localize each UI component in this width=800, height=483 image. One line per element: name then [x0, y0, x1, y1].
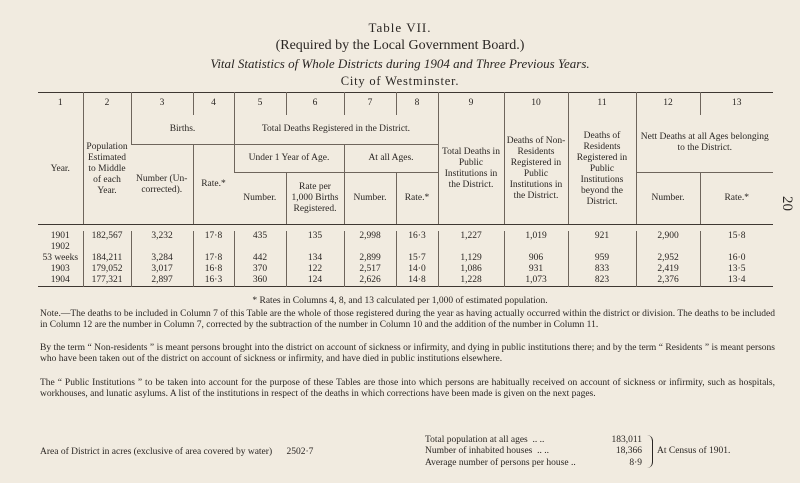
cell-non-residents: 931	[504, 264, 568, 275]
census-row	[425, 446, 642, 457]
header-nett-number: Number.	[636, 173, 700, 225]
cell-nett-rate: 13·4	[700, 275, 773, 287]
header-all-ages-rate: Rate.*	[396, 173, 438, 225]
cell-all-ages: 2,626	[344, 275, 396, 287]
col-number: 13	[700, 93, 773, 115]
table-number: Table VII.	[368, 20, 432, 35]
col-number: 8	[396, 93, 438, 115]
header-births: Births.	[131, 115, 234, 145]
header-population: Population Estimated to Middle of each Year.	[83, 115, 131, 225]
col-number: 2	[83, 93, 131, 115]
table-row	[38, 275, 773, 287]
cell-nett-number: 2,376	[636, 275, 700, 287]
census-summary	[425, 435, 731, 469]
header-all-ages-number: Number.	[344, 173, 396, 225]
cell-all-ages: 2,517	[344, 264, 396, 275]
area-of-district	[40, 447, 313, 457]
cell-under-1-rate: 124	[286, 275, 344, 287]
cell-population	[83, 242, 131, 253]
district-name: City of Westminster.	[340, 74, 460, 88]
cell-public-institutions: 1,227	[438, 231, 504, 242]
census-label: Number of inhabited houses	[425, 446, 533, 457]
cell-nett-number: 2,900	[636, 231, 700, 242]
cell-under-1-rate: 134	[286, 253, 344, 264]
header-all-ages: At all Ages.	[344, 145, 438, 173]
cell-all-ages: 2,899	[344, 253, 396, 264]
cell-all-ages-rate: 15·7	[396, 253, 438, 264]
header-nett-deaths: Nett Deaths at all Ages belonging to the District.	[636, 115, 773, 173]
cell-year: 1901	[50, 231, 70, 241]
cell-under-1-rate	[286, 242, 344, 253]
cell-births-rate: 17·8	[193, 231, 234, 242]
table-row	[38, 231, 773, 242]
header-under-1-rate: Rate per 1,000 Births Registered.	[286, 173, 344, 225]
cell-year: 1904	[50, 275, 70, 285]
cell-residents: 959	[568, 253, 636, 264]
cell-nett-rate	[700, 242, 773, 253]
cell-population: 182,567	[83, 231, 131, 242]
table-row	[38, 242, 773, 253]
cell-under-1: 442	[234, 253, 286, 264]
col-number: 5	[234, 93, 286, 115]
cell-under-1-rate: 135	[286, 231, 344, 242]
cell-births-rate: 16·3	[193, 275, 234, 287]
cell-births: 2,897	[131, 275, 193, 287]
cell-nett-number: 2,419	[636, 264, 700, 275]
cell-public-institutions	[438, 242, 504, 253]
header-births-number: Number (Un-corrected).	[131, 145, 193, 225]
cell-births: 3,232	[131, 231, 193, 242]
area-value: 2502·7	[286, 447, 314, 457]
cell-under-1: 370	[234, 264, 286, 275]
cell-residents: 823	[568, 275, 636, 287]
col-number: 10	[504, 93, 568, 115]
cell-nett-number	[636, 242, 700, 253]
cell-all-ages-rate	[396, 242, 438, 253]
area-label: Area of District in acres (exclusive of area covered by water)	[40, 447, 273, 457]
header-public-institutions: Total Deaths in Public Institutions in the District.	[438, 115, 504, 225]
col-number: 1	[57, 98, 63, 109]
cell-all-ages-rate: 14·0	[396, 264, 438, 275]
cell-public-institutions: 1,086	[438, 264, 504, 275]
header-births-rate: Rate.*	[193, 145, 234, 225]
cell-nett-rate: 13·5	[700, 264, 773, 275]
census-label: Total population at all ages	[425, 435, 528, 445]
cell-year: 1903	[50, 264, 70, 274]
cell-under-1: 435	[234, 231, 286, 242]
header-under-1-year: Under 1 Year of Age.	[234, 145, 344, 173]
cell-public-institutions: 1,228	[438, 275, 504, 287]
table-row	[38, 264, 773, 275]
census-value: 183,011	[611, 435, 642, 445]
cell-under-1: 360	[234, 275, 286, 287]
census-value: 18,366	[615, 446, 642, 457]
table-subtitle: Vital Statistics of Whole Districts during 1904 and Three Previous Years.	[210, 56, 590, 71]
header-nett-rate: Rate.*	[700, 173, 773, 225]
census-year-note: At Census of 1901.	[657, 446, 731, 456]
cell-nett-rate: 15·8	[700, 231, 773, 242]
cell-nett-number: 2,952	[636, 253, 700, 264]
col-number: 7	[344, 93, 396, 115]
col-number: 9	[438, 93, 504, 115]
leader-dots: ..	[570, 457, 576, 468]
required-by: (Required by the Local Government Board.)	[275, 38, 525, 53]
census-row	[425, 435, 642, 446]
census-label: Average number of persons per house	[425, 457, 569, 468]
rates-footnote: * Rates in Columns 4, 8, and 13 calculated per 1,000 of estimated population.	[252, 296, 548, 306]
cell-births-rate: 16·8	[193, 264, 234, 275]
cell-all-ages-rate: 16·3	[396, 231, 438, 242]
cell-births: 3,284	[131, 253, 193, 264]
cell-nett-rate: 16·0	[700, 253, 773, 264]
cell-non-residents: 1,073	[504, 275, 568, 287]
cell-all-ages: 2,998	[344, 231, 396, 242]
col-number: 4	[193, 93, 234, 115]
cell-births	[131, 242, 193, 253]
leader-dots: .. ..	[537, 446, 550, 457]
header-under-1-number: Number.	[234, 173, 286, 225]
cell-public-institutions: 1,129	[438, 253, 504, 264]
cell-non-residents	[504, 242, 568, 253]
cell-births-rate: 17·8	[193, 253, 234, 264]
cell-under-1	[234, 242, 286, 253]
col-number: 6	[286, 93, 344, 115]
cell-year: 1902	[50, 242, 70, 252]
terms-paragraph: By the term “ Non-residents ” is meant persons brought into the district on account of sickness or infirmity, and dying in public institutions there; and by the term “ Residents ” is meant persons who have been taken out of the district on account of sickness or infirmity, and have died in public institutions elsewhere.	[40, 343, 775, 365]
cell-residents: 833	[568, 264, 636, 275]
cell-non-residents: 906	[504, 253, 568, 264]
cell-all-ages-rate: 14·8	[396, 275, 438, 287]
col-number: 3	[131, 93, 193, 115]
cell-residents	[568, 242, 636, 253]
cell-year: 53 weeks	[42, 253, 79, 263]
vital-statistics-table	[38, 92, 773, 287]
census-value: 8·9	[629, 457, 642, 468]
cell-residents: 921	[568, 231, 636, 242]
note-paragraph: Note.—The deaths to be included in Column 7 of this Table are the whole of those registered during the year as having actually occurred within the district or division. The deaths to be included in Column 12 are the number in Column 7, corrected by the subtraction of the number in Column 10 and the addition of the number in Column 11.	[40, 309, 775, 331]
column-number-row	[38, 93, 773, 115]
cell-non-residents: 1,019	[504, 231, 568, 242]
header-year: Year.	[38, 115, 83, 225]
leader-dots: .. ..	[532, 435, 545, 445]
cell-births-rate	[193, 242, 234, 253]
cell-population: 184,211	[83, 253, 131, 264]
cell-all-ages	[344, 242, 396, 253]
col-number: 12	[636, 93, 700, 115]
cell-population: 177,321	[83, 275, 131, 287]
census-row	[425, 458, 642, 469]
header-total-deaths: Total Deaths Registered in the District.	[234, 115, 438, 145]
institutions-paragraph: The “ Public Institutions ” to be taken into account for the purpose of these Tables are those into which persons are habitually received on account of sickness or infirmity, such as hospitals, workhouses, and lunatic asylums. A list of the institutions in respect of the deaths in which corrections have been made is given on the next pages.	[40, 378, 775, 400]
table-row	[38, 253, 773, 264]
page-number: 20	[779, 196, 795, 211]
cell-population: 179,052	[83, 264, 131, 275]
cell-births: 3,017	[131, 264, 193, 275]
header-non-residents: Deaths of Non-Residents Registered in Public Institutions in the District.	[504, 115, 568, 225]
col-number: 11	[568, 93, 636, 115]
right-brace	[646, 435, 653, 468]
header-residents: Deaths of Residents Registered in Public Institutions beyond the District.	[568, 115, 636, 225]
cell-under-1-rate: 122	[286, 264, 344, 275]
